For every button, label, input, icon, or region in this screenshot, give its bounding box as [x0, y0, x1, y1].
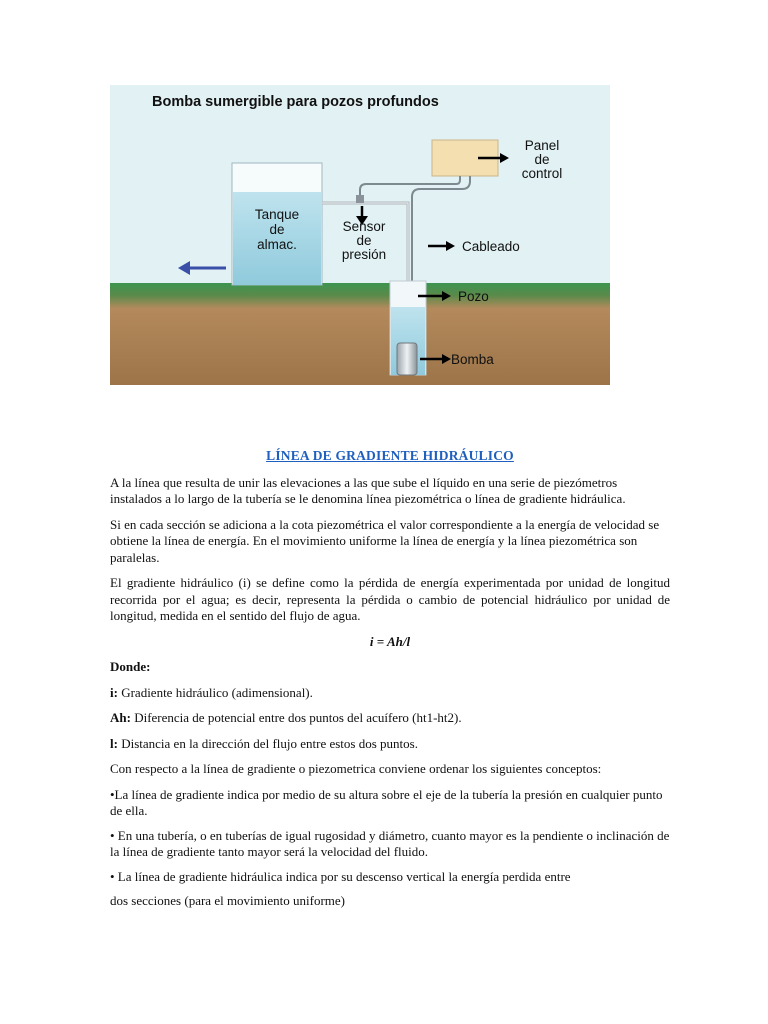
sensor-label-line3: presión: [341, 247, 387, 262]
last-line: dos secciones (para el movimiento uniforme): [110, 893, 346, 908]
submersible-pump: [397, 343, 417, 375]
bomba-label: Bomba: [451, 352, 494, 367]
definition-term: l:: [110, 735, 118, 751]
paragraph-2: Si en cada sección se adiciona a la cota piezométrica el valor correspondiente a la energía de velocidad se obtiene la línea de energía. En el movimiento uniforme la línea de energía y la línea piezométrica son paralelas.: [110, 516, 660, 565]
paragraph-3: El gradiente hidráulico (i) se define como la pérdida de energía experimentada por unidad de longitud recorrida por el agua; es decir, representa la pérdida o cambio de potencial hidráulico por unidad de longitud, medida en el sentido del flujo de agua.: [110, 575, 670, 623]
bullet-item: • La línea de gradiente hidráulica indica por su descenso vertical la energía perdida entre: [110, 868, 571, 884]
definition-text: Diferencia de potencial entre dos puntos del acuífero (ht1-ht2).: [130, 710, 462, 725]
definition-l: [110, 736, 670, 753]
figure-title: Bomba sumergible para pozos profundos: [152, 94, 439, 110]
panel-label-line3: control: [521, 166, 563, 181]
definition-i: [110, 685, 670, 702]
sensor-label-line1: Sensor: [342, 219, 386, 234]
panel-label-line1: Panel: [524, 138, 560, 153]
bullet-item: • En una tubería, o en tuberías de igual rugosidad y diámetro, cuanto mayor es la pendiente o inclinación de la línea de gradiente tanto mayor será la velocidad del fluido.: [110, 827, 670, 859]
section-heading: LÍNEA DE GRADIENTE HIDRÁULICO: [266, 448, 514, 463]
definition-text: Gradiente hidráulico (adimensional).: [117, 684, 313, 700]
tank-label-line1: Tanque: [254, 207, 300, 222]
formula: i = Ah/l: [369, 633, 411, 649]
pressure-sensor: [356, 195, 364, 203]
tank-label-line2: de: [269, 222, 285, 237]
donde-label: Donde:: [110, 659, 151, 674]
definition-term: Ah:: [110, 710, 131, 725]
tank-label-line3: almac.: [257, 237, 297, 252]
pump-diagram-figure: [110, 85, 610, 385]
definition-term: i:: [110, 684, 118, 700]
bullet-item: •La línea de gradiente indica por medio de su altura sobre el eje de la tubería la presión en cualquier punto de ella.: [110, 786, 663, 818]
pozo-label: Pozo: [458, 289, 489, 304]
cableado-label: Cableado: [462, 239, 520, 254]
panel-label-line2: de: [534, 152, 550, 167]
ground-soil: [110, 283, 610, 385]
concepts-intro: Con respecto a la línea de gradiente o piezometrica conviene ordenar los siguientes conceptos:: [110, 761, 602, 776]
sensor-label-line2: de: [356, 233, 372, 248]
document-body: [110, 448, 670, 919]
paragraph-1: A la línea que resulta de unir las elevaciones a las que sube el líquido en una serie de piezómetros instalados a lo largo de la tubería se le denomina línea piezométrica o línea de gradiente hidráulica.: [110, 474, 626, 506]
definition-ah: [110, 710, 670, 727]
definition-text: Distancia en la dirección del flujo entre estos dos puntos.: [117, 735, 418, 751]
